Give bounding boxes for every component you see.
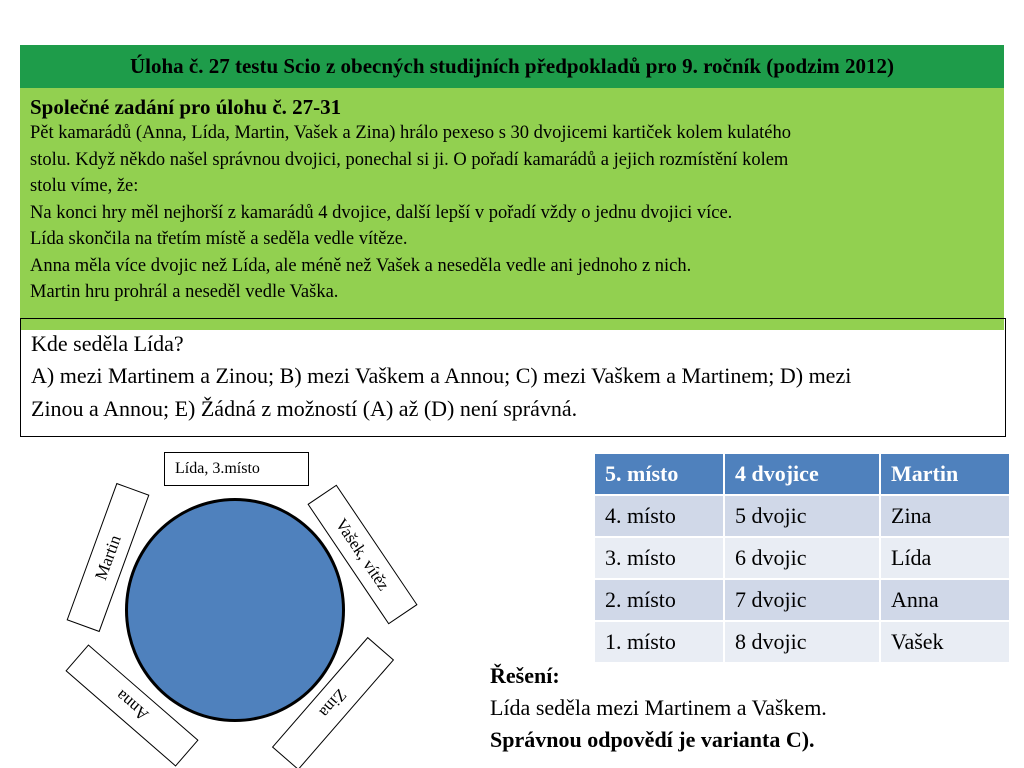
cell: 3. místo xyxy=(594,537,724,579)
solution-answer: Správnou odpovědí je varianta C). xyxy=(490,727,815,752)
task-line: stolu víme, že: xyxy=(30,176,139,196)
cell: 5. místo xyxy=(594,453,724,495)
table-row xyxy=(594,453,1010,495)
table-row xyxy=(594,579,1010,621)
table-row xyxy=(594,495,1010,537)
cell: 8 dvojic xyxy=(724,621,880,663)
seat-lida: Lída, 3.místo xyxy=(164,452,309,486)
round-table xyxy=(125,498,345,722)
cell: Lída xyxy=(880,537,1010,579)
task-box xyxy=(20,88,1004,330)
task-line: Anna měla více dvojic než Lída, ale méně než Vašek a neseděla vedle ani jednoho z nich. xyxy=(30,255,692,276)
cell: 1. místo xyxy=(594,621,724,663)
seat-vasek: Vašek, vítěz xyxy=(307,485,417,625)
cell: 2. místo xyxy=(594,579,724,621)
seat-martin: Martin xyxy=(67,483,150,632)
cell: Vašek xyxy=(880,621,1010,663)
table-row xyxy=(594,621,1010,663)
cell: Zina xyxy=(880,495,1010,537)
solution-title: Řešení: xyxy=(490,663,560,688)
cell: Anna xyxy=(880,579,1010,621)
task-line: Na konci hry měl nejhorší z kamarádů 4 dvojice, další lepší v pořadí vždy o jednu dvojici více. xyxy=(30,202,733,223)
task-title: Společné zadání pro úlohu č. 27-31 xyxy=(30,95,342,119)
task-line: Lída skončila na třetím místě a seděla vedle vítěze. xyxy=(30,229,408,249)
ranking-table xyxy=(593,452,1011,664)
question-options: Zinou a Annou; E) Žádná z možností (A) až (D) není správná. xyxy=(31,396,578,421)
cell: Martin xyxy=(880,453,1010,495)
question-box xyxy=(20,318,1006,437)
cell: 4 dvojice xyxy=(724,453,880,495)
solution-text: Lída seděla mezi Martinem a Vaškem. xyxy=(490,695,827,720)
table-row xyxy=(594,537,1010,579)
cell: 5 dvojic xyxy=(724,495,880,537)
task-line: Pět kamarádů (Anna, Lída, Martin, Vašek a Zina) hrálo pexeso s 30 dvojicemi kartiček kolem kulatého xyxy=(30,123,792,143)
task-line: stolu. Když někdo našel správnou dvojici, ponechal si ji. O pořadí kamarádů a jejich rozmístění kolem xyxy=(30,149,789,170)
question-text: Kde seděla Lída? xyxy=(31,331,184,356)
seat-zina: Zina xyxy=(272,637,394,768)
solution xyxy=(490,660,827,756)
seat-anna: Anna xyxy=(65,644,198,766)
cell: 4. místo xyxy=(594,495,724,537)
cell: 7 dvojic xyxy=(724,579,880,621)
cell: 6 dvojic xyxy=(724,537,880,579)
question-options: A) mezi Martinem a Zinou; B) mezi Vaškem a Annou; C) mezi Vaškem a Martinem; D) mezi xyxy=(31,363,852,388)
task-line: Martin hru prohrál a neseděl vedle Vaška. xyxy=(30,282,339,302)
slide-title: Úloha č. 27 testu Scio z obecných studijních předpokladů pro 9. ročník (podzim 2012) xyxy=(20,45,1004,88)
